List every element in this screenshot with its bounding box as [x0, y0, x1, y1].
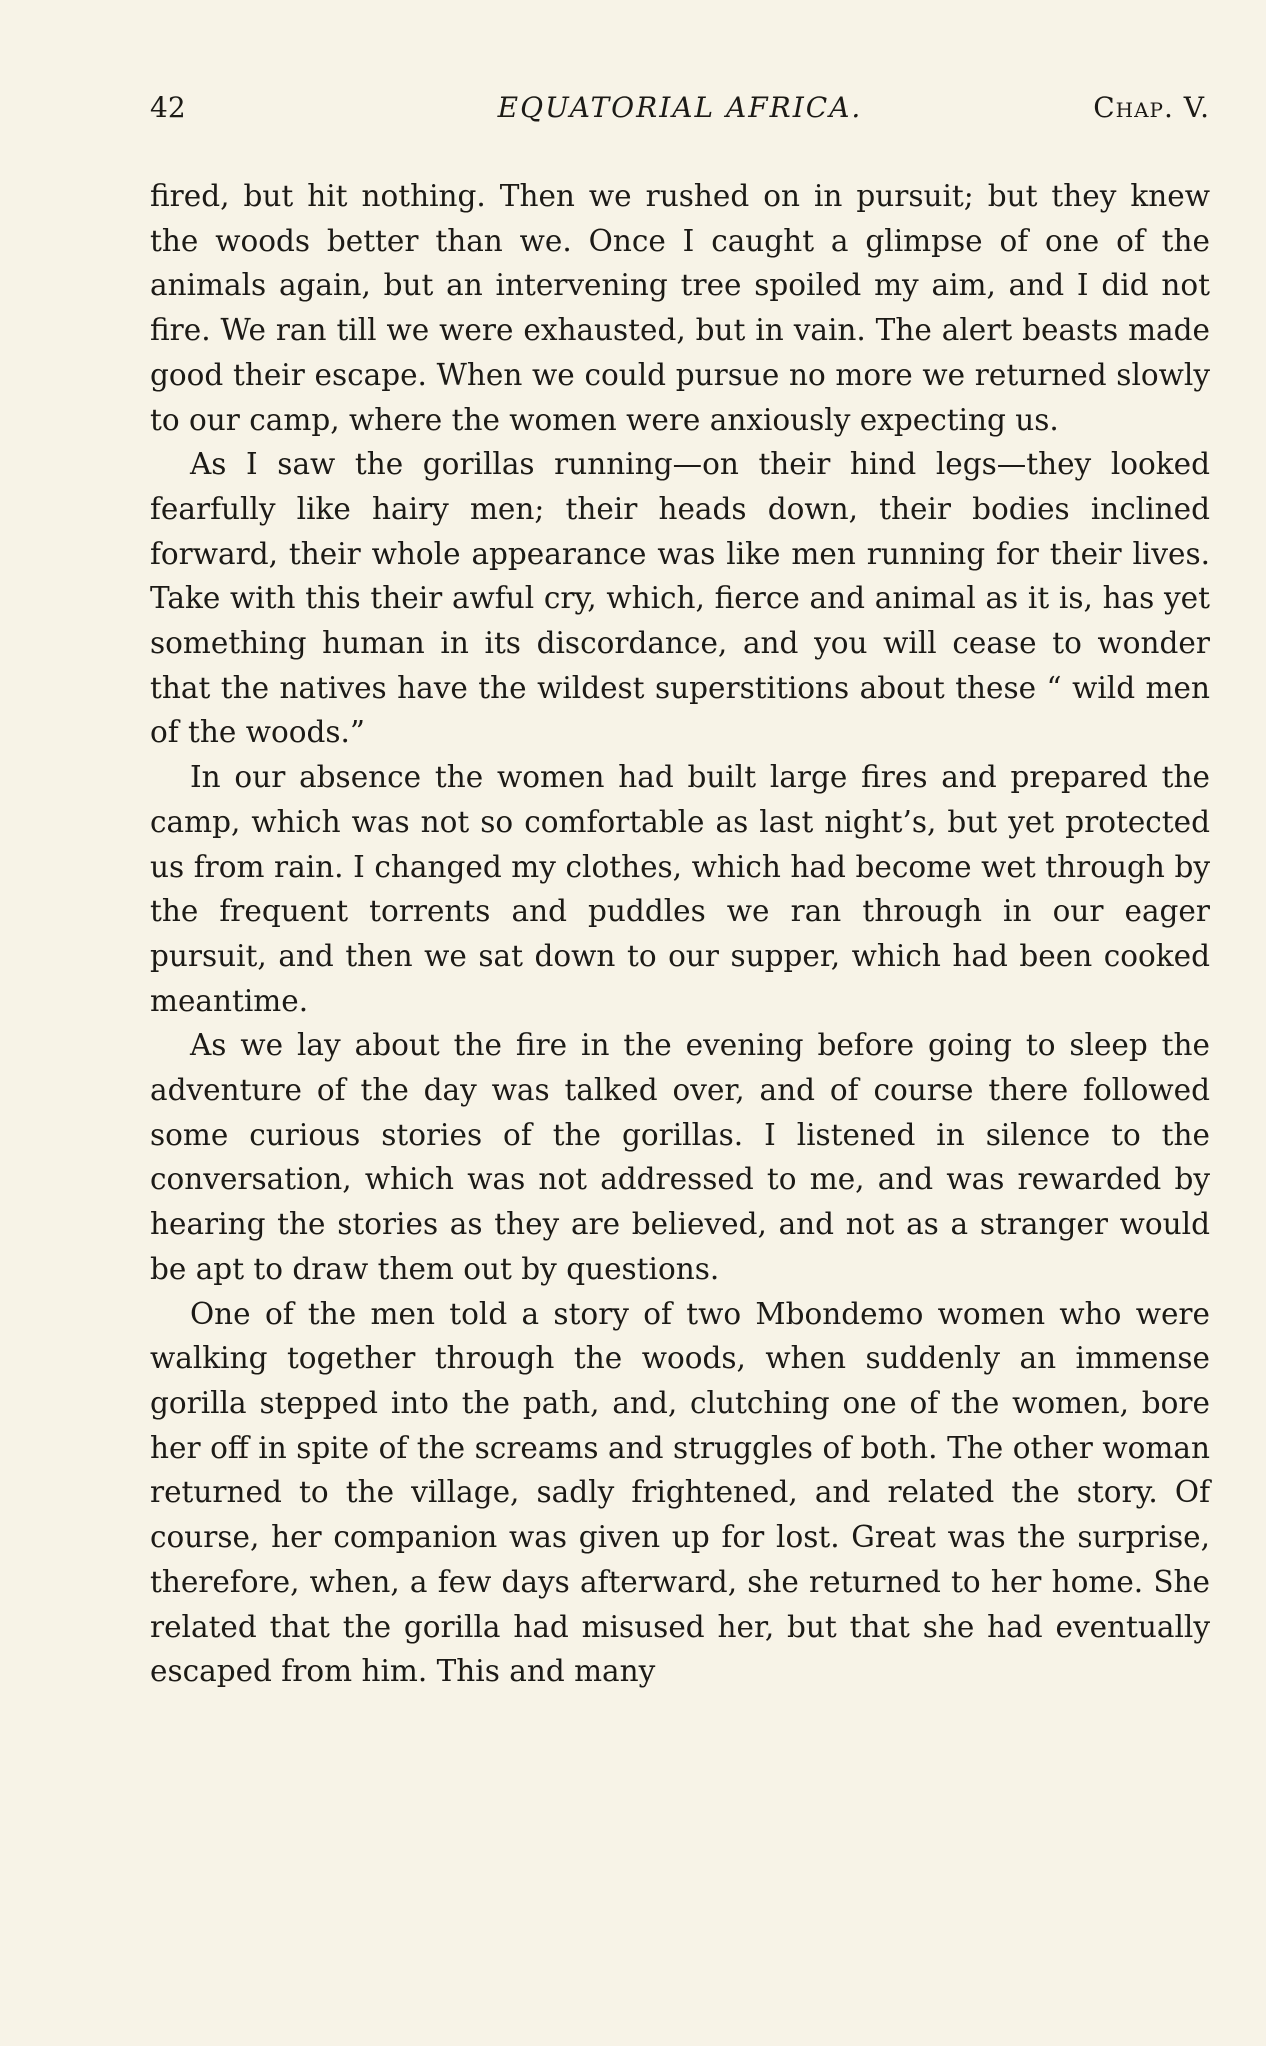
paragraph: As we lay about the fire in the evening before going to sleep the adventure of the day was talked over, and of course there followed some curious stories of the gorillas. I listened in silence to the conversation, which was not addressed to me, and was rewarded by hearing the stories as they are believed, and not as a stranger would be apt to draw them out by questions. [150, 1028, 1210, 1286]
paragraph: As I saw the gorillas running—on their hind legs—they looked fearfully like hairy men; their heads down, their bodies inclined forward, their whole appearance was like men running for their lives. Take with this their awful cry, which, fierce and animal as it is, has yet something human in its discordance, and you will cease to wonder that the natives have the wildest superstitions about these “ wild men of the woods.” [150, 447, 1210, 750]
page-number: 42 [150, 91, 186, 124]
paragraph: One of the men told a story of two Mbondemo women who were walking together through the woods, when suddenly an immense gorilla stepped into the path, and, clutching one of the women, bore her off in spite of the screams and struggles of both. The other woman returned to the village, sadly frightened, and related the story. Of course, her companion was given up for lost. Great was the surprise, therefore, when, a few days afterward, she returned to her home. She related that the gorilla had misused her, but that she had eventually escaped from him. This and many [150, 1296, 1210, 1689]
running-title: EQUATORIAL AFRICA. [497, 91, 863, 124]
book-page [150, 80, 1210, 1694]
paragraph: In our absence the women had built large fires and prepared the camp, which was not so comfortable as last night’s, but yet protected us from rain. I changed my clothes, which had become wet through by the frequent torrents and puddles we ran through in our eager pursuit, and then we sat down to our supper, which had been cooked meantime. [150, 760, 1210, 1018]
body-text [150, 174, 1210, 1694]
chapter-label: Chap. V. [1093, 91, 1210, 124]
running-header [150, 80, 1210, 136]
paragraph: fired, but hit nothing. Then we rushed on in pursuit; but they knew the woods better than we. Once I caught a glimpse of one of the animals again, but an intervening tree spoiled my aim, and I did not fire. We ran till we were exhausted, but in vain. The alert beasts made good their escape. When we could pursue no more we returned slowly to our camp, where the women were anxiously expecting us. [150, 179, 1210, 437]
